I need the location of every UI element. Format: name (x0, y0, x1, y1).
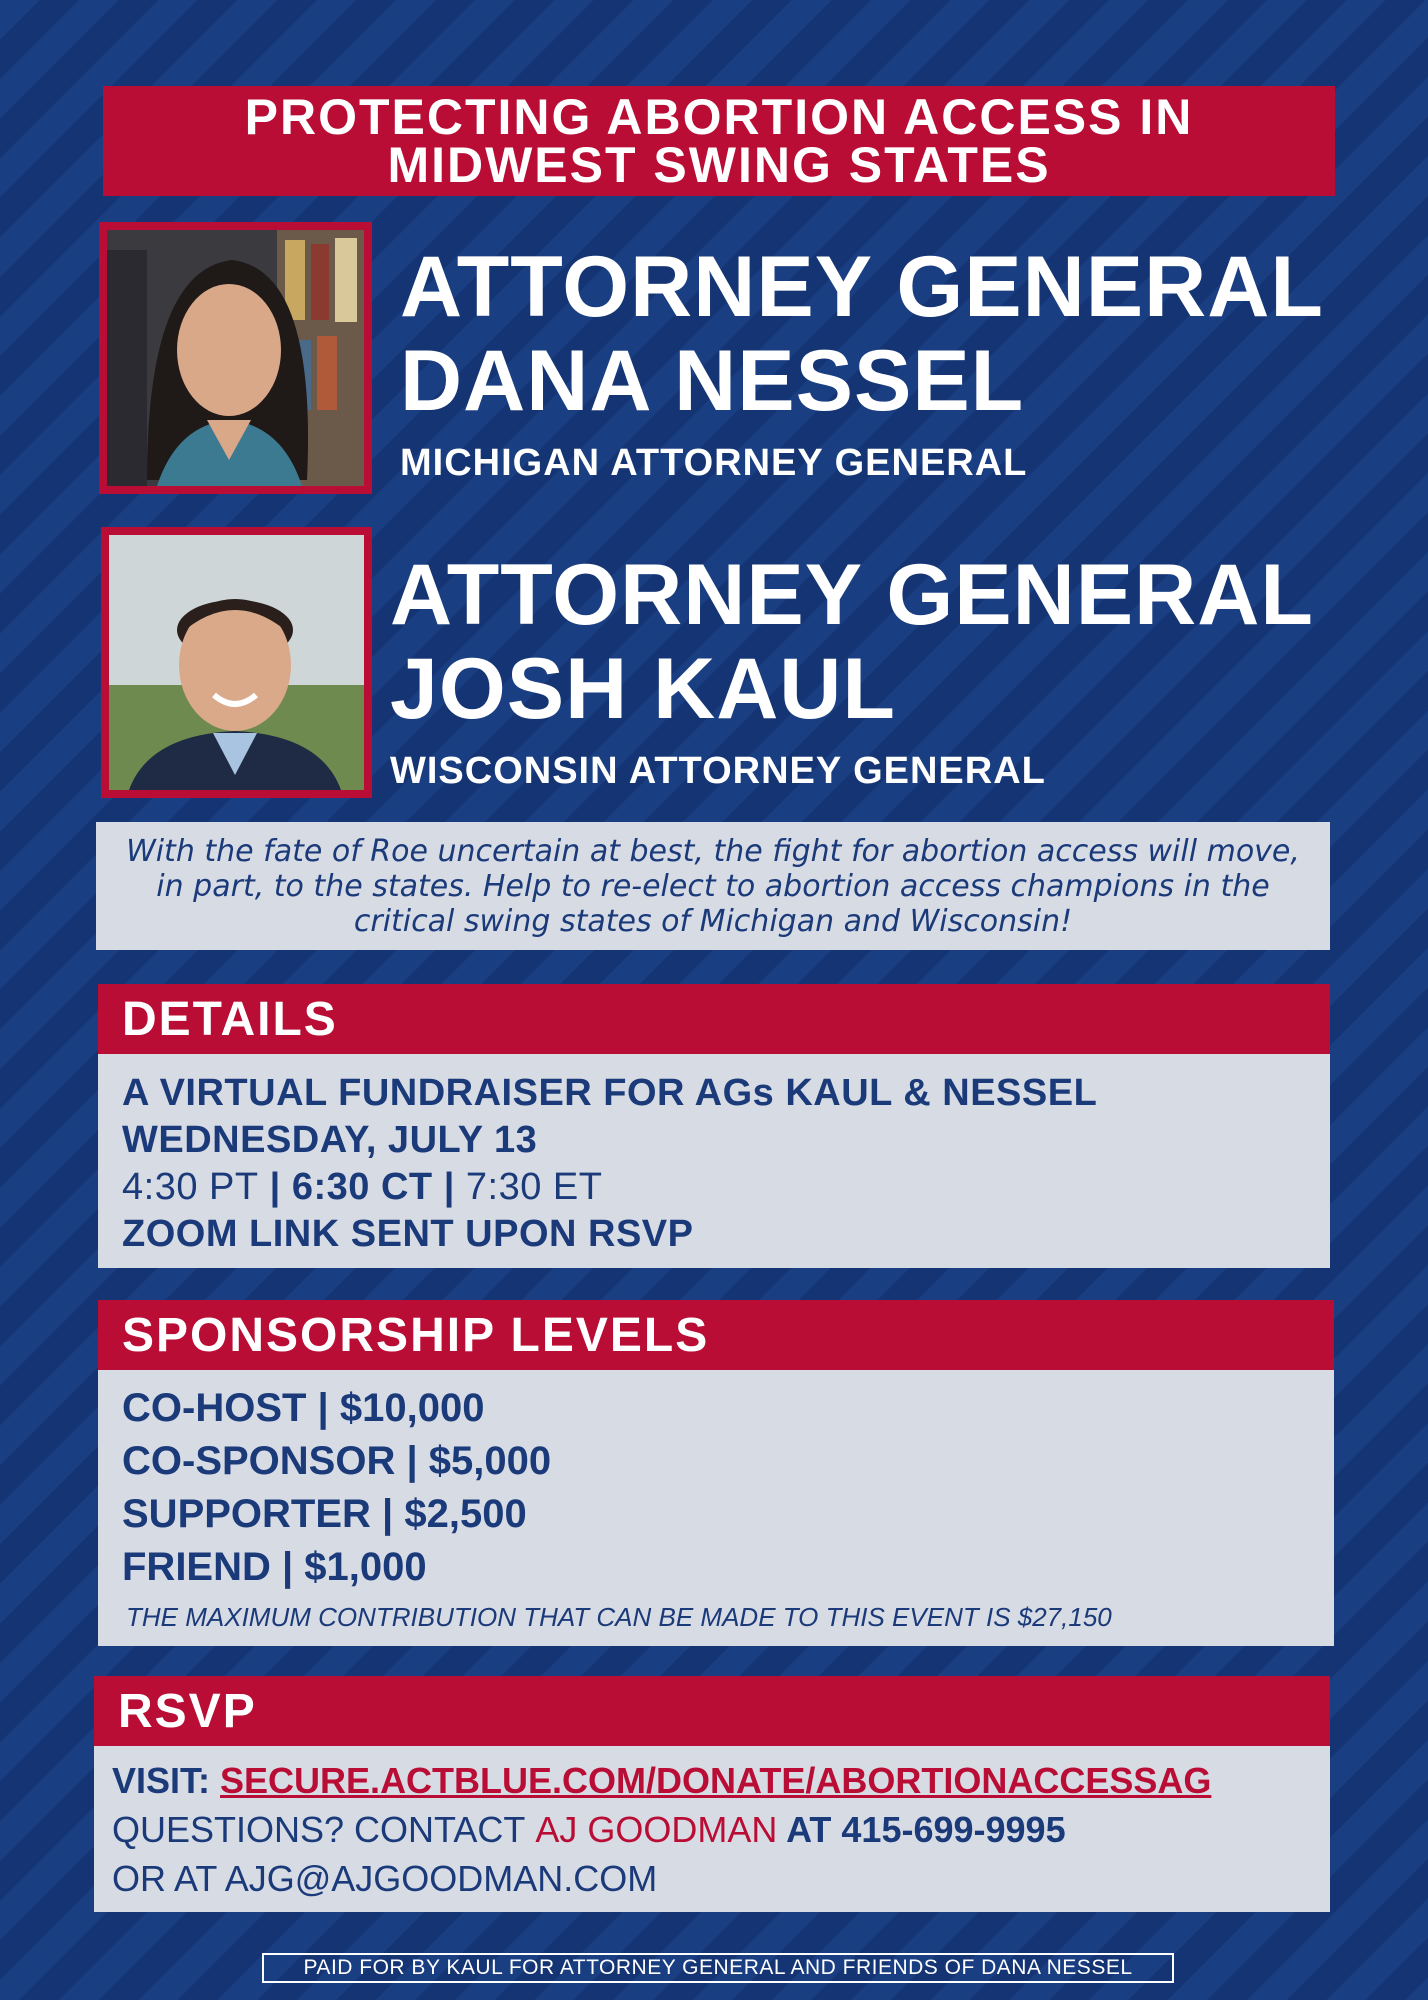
event-title-line-2: MIDWEST SWING STATES (387, 137, 1051, 193)
time-separator: | (443, 1166, 455, 1208)
speaker-name: JOSH KAUL (390, 641, 896, 737)
portrait-photo-icon (109, 535, 364, 790)
questions-prefix: QUESTIONS? CONTACT (112, 1809, 526, 1850)
speaker-photo-nessel (99, 222, 372, 494)
speaker-photo-kaul (101, 527, 372, 798)
sponsor-level: SUPPORTER | $2,500 (122, 1492, 527, 1536)
contact-name: AJ GOODMAN (535, 1809, 778, 1850)
details-line-times (122, 1164, 1330, 1211)
time-separator: | (269, 1166, 281, 1208)
details-heading: DETAILS (98, 984, 1330, 1054)
donate-link[interactable]: SECURE.ACTBLUE.COM/DONATE/ABORTIONACCESSAG (220, 1760, 1212, 1801)
speaker-title: ATTORNEY GENERAL (400, 239, 1324, 335)
visit-label: VISIT: (112, 1760, 211, 1801)
sponsor-level: FRIEND | $1,000 (122, 1545, 427, 1589)
speaker-name: DANA NESSEL (400, 333, 1025, 429)
paid-for-disclaimer: PAID FOR BY KAUL FOR ATTORNEY GENERAL AND FRIENDS OF DANA NESSEL (262, 1953, 1174, 1983)
time-pt: 4:30 PT (122, 1166, 259, 1208)
details-line-date: WEDNESDAY, JULY 13 (122, 1119, 538, 1161)
details-panel (98, 1054, 1330, 1268)
details-line-event: A VIRTUAL FUNDRAISER FOR AGs KAUL & NESSEL (122, 1072, 1098, 1114)
event-title-line-1: PROTECTING ABORTION ACCESS IN (244, 89, 1194, 145)
speaker-role: MICHIGAN ATTORNEY GENERAL (400, 442, 1028, 484)
max-contribution-note: THE MAXIMUM CONTRIBUTION THAT CAN BE MADE TO THIS EVENT IS $27,150 (126, 1602, 1112, 1632)
event-title-banner (103, 86, 1335, 196)
time-ct: 6:30 CT (291, 1166, 433, 1208)
intro-text: With the fate of Roe uncertain at best, the fight for abortion access will move, in part, to the states. Help to re-elect to abortion access champions in the critical swing states of Michigan and Wisconsin! (96, 822, 1330, 950)
contact-phone: AT 415-699-9995 (786, 1809, 1066, 1850)
rsvp-panel (94, 1746, 1330, 1912)
speaker-role: WISCONSIN ATTORNEY GENERAL (390, 750, 1046, 792)
rsvp-visit-line (112, 1756, 1330, 1805)
sponsor-level: CO-HOST | $10,000 (122, 1386, 485, 1430)
sponsorship-panel (98, 1370, 1334, 1646)
rsvp-questions-line (112, 1805, 1330, 1854)
portrait-photo-icon (107, 230, 364, 486)
speaker-title: ATTORNEY GENERAL (390, 547, 1314, 643)
details-line-zoom: ZOOM LINK SENT UPON RSVP (122, 1213, 694, 1255)
sponsor-level: CO-SPONSOR | $5,000 (122, 1439, 552, 1483)
rsvp-email-line: OR AT AJG@AJGOODMAN.COM (112, 1858, 658, 1899)
time-et: 7:30 ET (465, 1166, 603, 1208)
sponsorship-heading: SPONSORSHIP LEVELS (98, 1300, 1334, 1370)
speaker-block-nessel (400, 240, 1360, 485)
rsvp-heading: RSVP (94, 1676, 1330, 1746)
speaker-block-kaul (390, 548, 1350, 793)
